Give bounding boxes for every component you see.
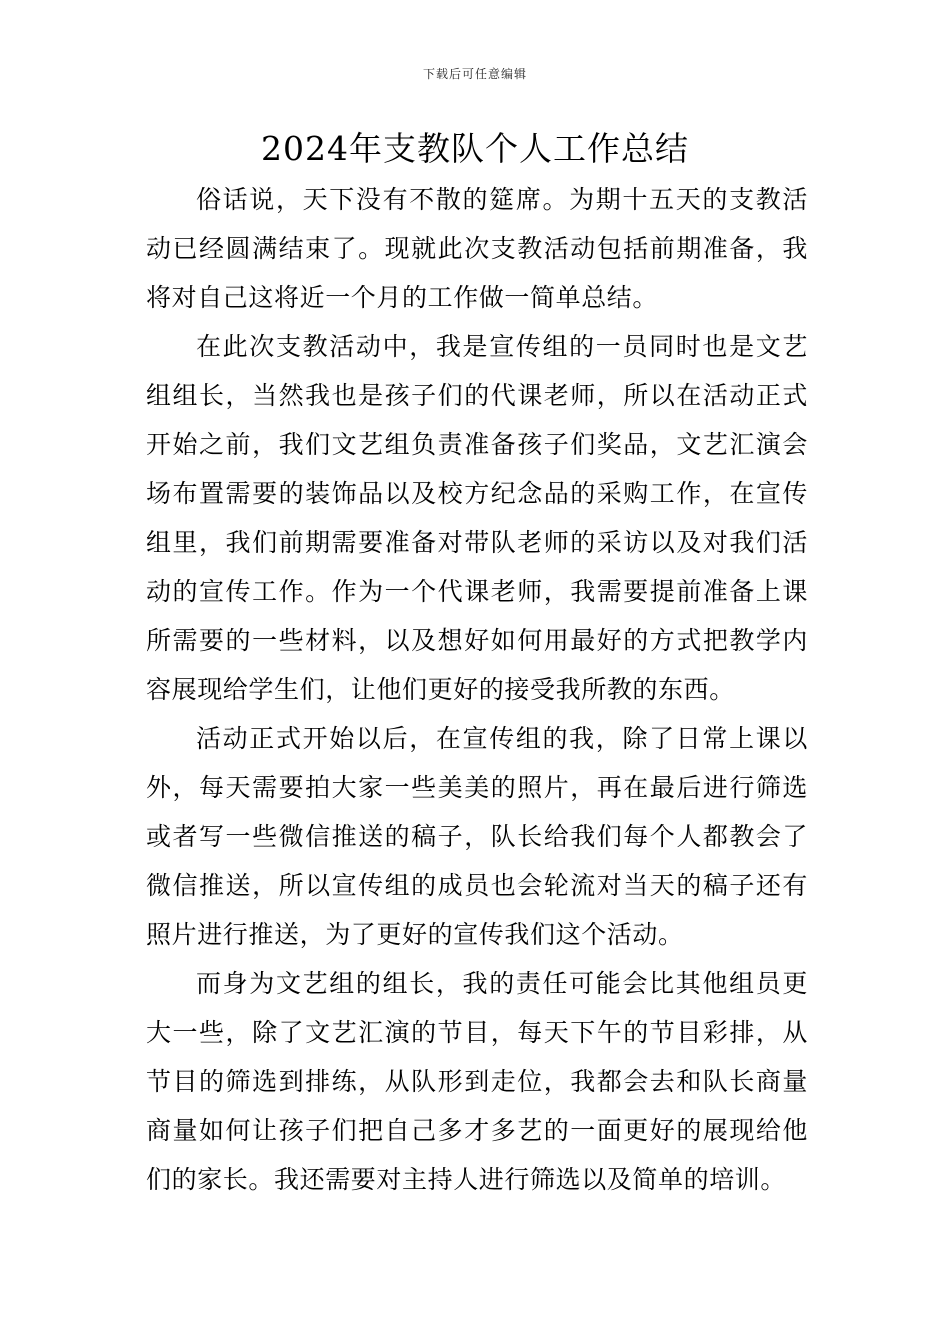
paragraph-4: 而身为文艺组的组长，我的责任可能会比其他组员更大一些，除了文艺汇演的节目，每天下午的节目彩排，从节目的筛选到排练，从队形到走位，我都会去和队长商量商量如何让孩子们把自己多才多艺的一面更好的展现给他们的家长。我还需要对主持人进行筛选以及简单的培训。 bbox=[146, 969, 808, 1194]
document-title: 2024年支教队个人工作总结 bbox=[261, 129, 689, 168]
header-note: 下载后可任意编辑 bbox=[422, 67, 527, 81]
document-body bbox=[146, 175, 808, 1204]
paragraph-1: 俗话说，天下没有不散的筵席。为期十五天的支教活动已经圆满结束了。现就此次支教活动包括前期准备，我将对自己这将近一个月的工作做一简单总结。 bbox=[146, 185, 808, 312]
paragraph-3: 活动正式开始以后，在宣传组的我，除了日常上课以外，每天需要拍大家一些美美的照片，再在最后进行筛选或者写一些微信推送的稿子，队长给我们每个人都教会了微信推送，所以宣传组的成员也会轮流对当天的稿子还有照片进行推送，为了更好的宣传我们这个活动。 bbox=[146, 724, 808, 949]
paragraph-2: 在此次支教活动中，我是宣传组的一员同时也是文艺组组长，当然我也是孩子们的代课老师，所以在活动正式开始之前，我们文艺组负责准备孩子们奖品，文艺汇演会场布置需要的装饰品以及校方纪念品的采购工作，在宣传组里，我们前期需要准备对带队老师的采访以及对我们活动的宣传工作。作为一个代课老师，我需要提前准备上课所需要的一些材料，以及想好如何用最好的方式把教学内容展现给学生们，让他们更好的接受我所教的东西。 bbox=[146, 332, 808, 704]
